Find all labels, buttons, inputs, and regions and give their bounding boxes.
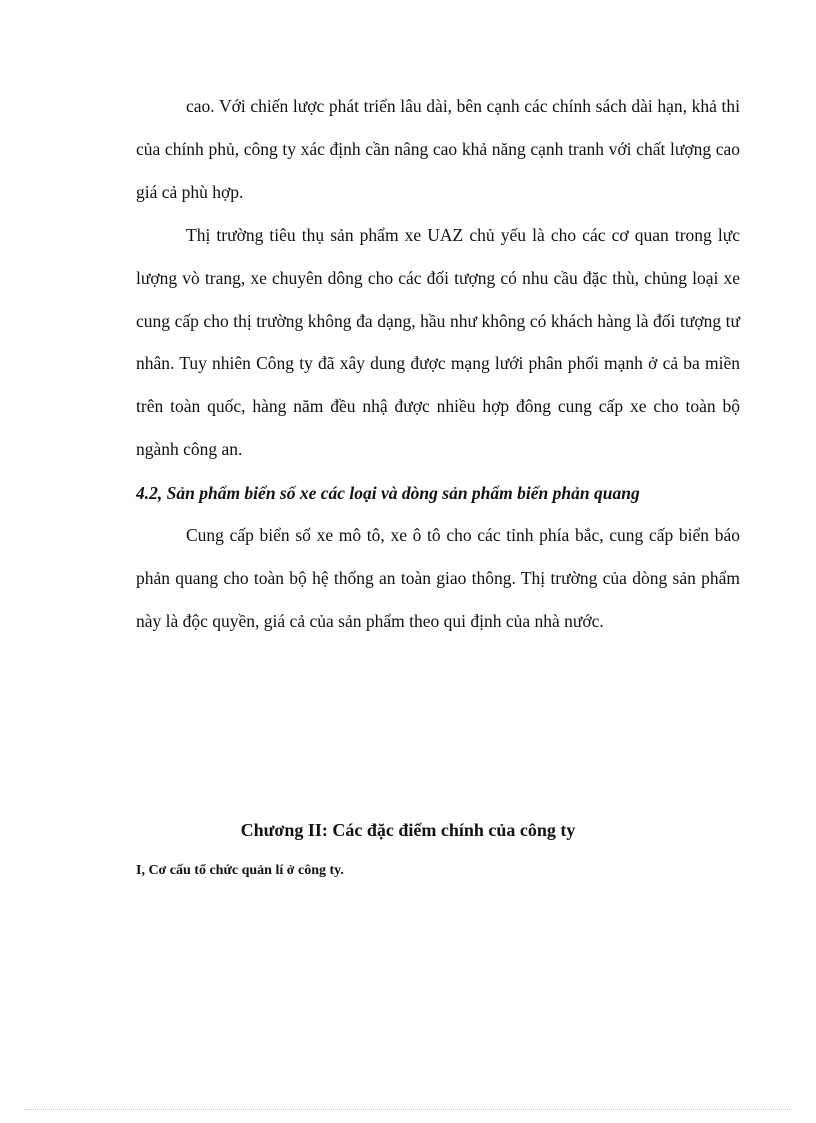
paragraph-strategy: cao. Với chiến lược phát triển lâu dài, bên cạnh các chính sách dài hạn, khả thi của chính phủ, công ty xác định cần nâng cao khả năng cạnh tranh với chất lượng cao giá cả phù hợp. [136, 96, 740, 202]
paragraph-block-2 [136, 214, 740, 471]
paragraph-block-1 [136, 85, 740, 213]
section-title-organization: I, Cơ cấu tổ chức quản lí ở công ty. [136, 863, 344, 878]
paragraph-uaz-market: Thị trường tiêu thụ sản phẩm xe UAZ chủ yếu là cho các cơ quan trong lực lượng vò trang, xe chuyên dông cho các đối tượng có nhu cầu đặc thù, chủng loại xe cung cấp cho thị trường không đa dạng, hầu như không có khách hàng là đối tượng tư nhân. Tuy nhiên Công ty đã xây dung được mạng lưới phân phối mạnh ở cả ba miền trên toàn quốc, hàng năm đều nhậ được nhiều hợp đông cung cấp xe cho toàn bộ ngành công an. [136, 225, 740, 459]
paragraph-block-3 [136, 514, 740, 642]
paragraph-license-plates: Cung cấp biển số xe mô tô, xe ô tô cho các tỉnh phía bắc, cung cấp biển báo phản quang cho toàn bộ hệ thống an toàn giao thông. Thị trường của dòng sản phẩm này là độc quyền, giá cả của sản phẩm theo qui định của nhà nước. [136, 525, 740, 631]
chapter-title: Chương II: Các đặc điểm chính của công ty [240, 820, 576, 840]
page-bottom-rule [24, 1109, 792, 1110]
section-heading-4-2: 4.2, Sản phẩm biển số xe các loại và dòng sản phẩm biển phản quang [136, 483, 640, 503]
